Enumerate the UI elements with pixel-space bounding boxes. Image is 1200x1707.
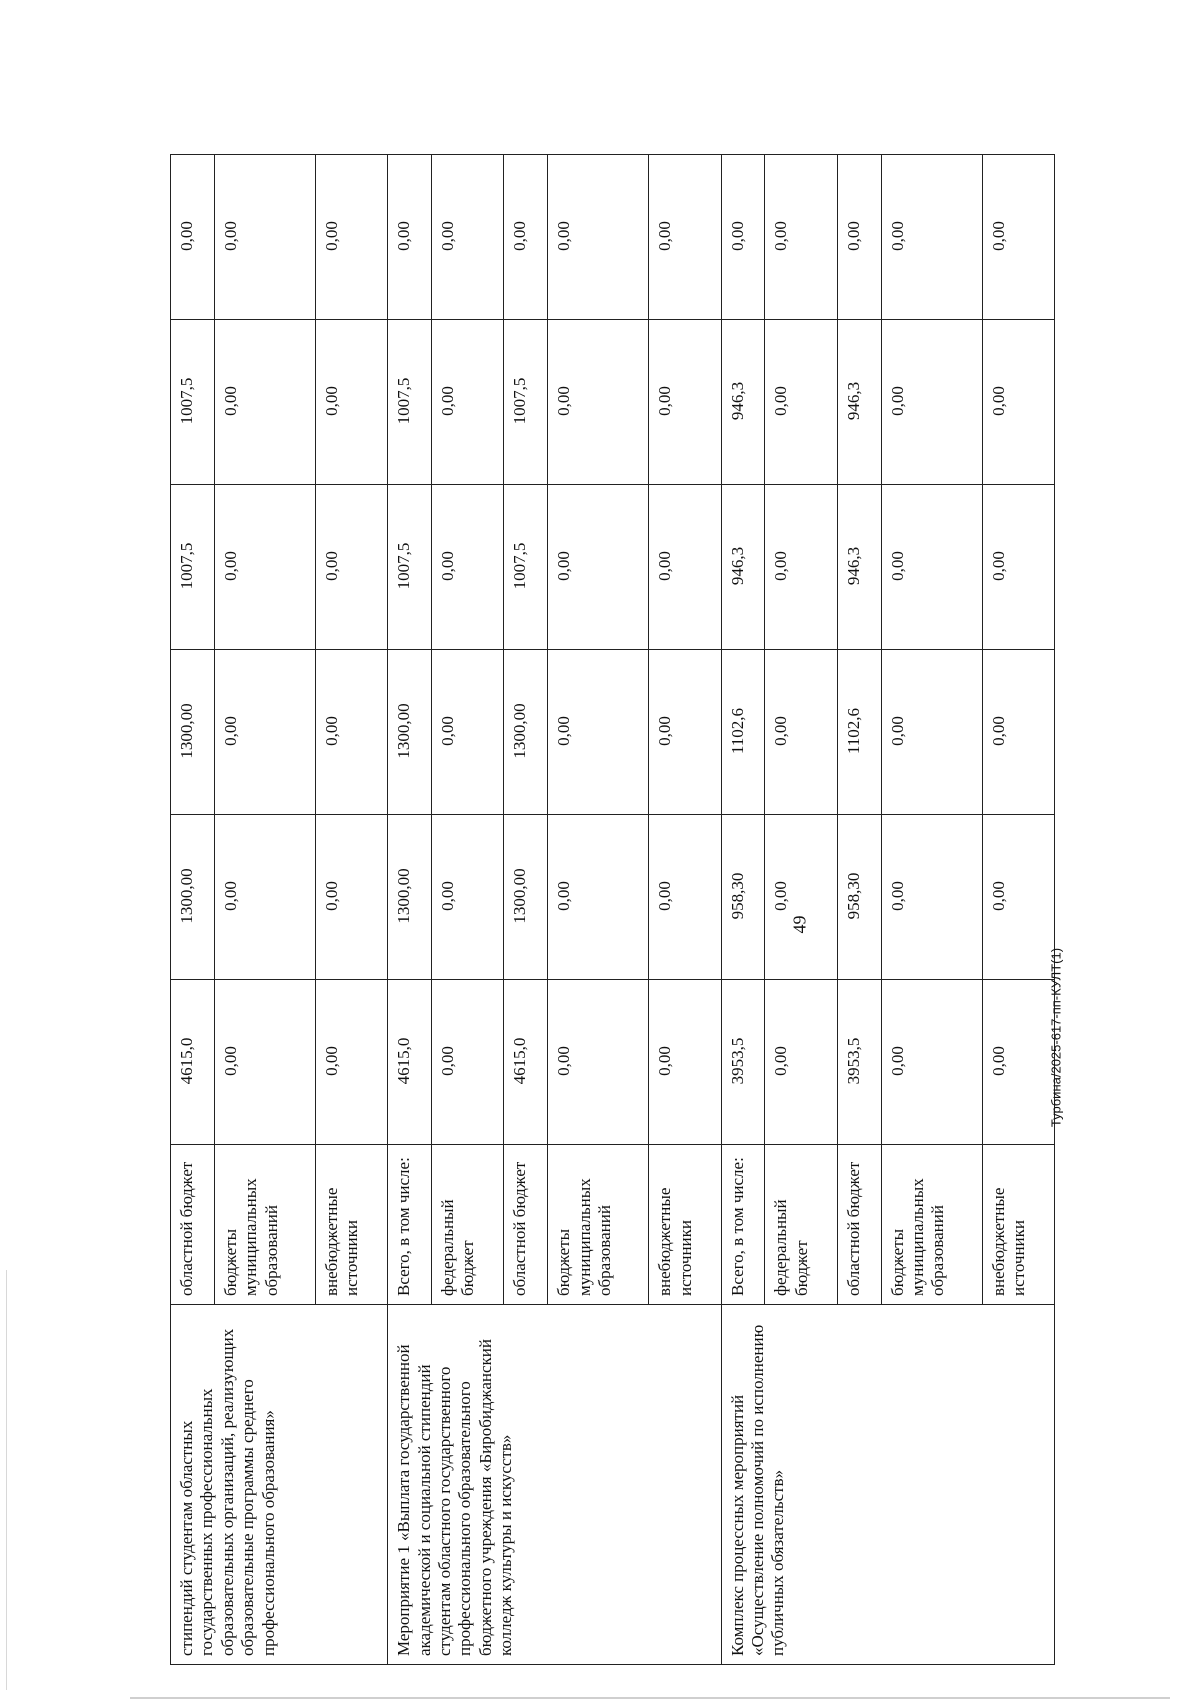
funding-value-cell: 0,00 xyxy=(315,485,387,650)
funding-value-cell: 0,00 xyxy=(881,815,982,980)
document-code: Турбина/2025-617-пп-КУЛТ(1) xyxy=(1048,947,1064,1128)
table-row xyxy=(721,155,765,1665)
funding-source-label: внебюджетные источники xyxy=(649,1145,721,1305)
funding-value-cell: 946,3 xyxy=(721,320,765,485)
funding-value-cell: 1007,5 xyxy=(504,320,548,485)
funding-source-label: Всего, в том числе: xyxy=(388,1145,432,1305)
funding-value-cell: 0,00 xyxy=(982,155,1055,320)
funding-value-cell: 0,00 xyxy=(315,980,387,1145)
funding-source-label: федеральный бюджет xyxy=(432,1145,504,1305)
funding-value-cell: 0,00 xyxy=(649,815,721,980)
funding-value-cell: 0,00 xyxy=(881,485,982,650)
funding-value-cell: 1007,5 xyxy=(171,320,215,485)
funding-source-label: областной бюджет xyxy=(171,1145,215,1305)
funding-value-cell: 0,00 xyxy=(432,650,504,815)
funding-value-cell: 0,00 xyxy=(765,155,837,320)
funding-value-cell: 1007,5 xyxy=(171,485,215,650)
funding-value-cell: 0,00 xyxy=(432,155,504,320)
funding-value-cell: 0,00 xyxy=(982,650,1055,815)
funding-value-cell: 0,00 xyxy=(982,980,1055,1145)
funding-value-cell: 0,00 xyxy=(982,815,1055,980)
funding-value-cell: 1102,6 xyxy=(721,650,765,815)
funding-source-label: внебюджетные источники xyxy=(982,1145,1055,1305)
funding-value-cell: 0,00 xyxy=(765,980,837,1145)
funding-value-cell: 0,00 xyxy=(881,650,982,815)
funding-value-cell: 4615,0 xyxy=(171,980,215,1145)
funding-value-cell: 0,00 xyxy=(315,320,387,485)
funding-value-cell: 0,00 xyxy=(982,320,1055,485)
funding-value-cell: 1007,5 xyxy=(388,485,432,650)
funding-table-body xyxy=(171,155,1055,1665)
funding-value-cell: 0,00 xyxy=(548,650,649,815)
funding-table-container xyxy=(170,155,1055,1665)
funding-value-cell: 0,00 xyxy=(881,155,982,320)
funding-value-cell: 0,00 xyxy=(721,155,765,320)
funding-value-cell: 0,00 xyxy=(504,155,548,320)
funding-source-label: областной бюджет xyxy=(504,1145,548,1305)
funding-value-cell: 1300,00 xyxy=(504,815,548,980)
funding-value-cell: 0,00 xyxy=(765,485,837,650)
program-item-label: Мероприятие 1 «Выплата государственной академической и социальной стипендий студентам областного государственного профессионального образовательного бюджетного учреждения «Биробиджанский колледж культуры и искусств» xyxy=(388,1305,721,1665)
funding-value-cell: 946,3 xyxy=(837,320,881,485)
funding-value-cell: 0,00 xyxy=(315,155,387,320)
funding-value-cell: 1300,00 xyxy=(171,815,215,980)
funding-value-cell: 4615,0 xyxy=(504,980,548,1145)
scan-edge-left xyxy=(6,1270,7,1690)
funding-source-label: бюджеты муниципальных образований xyxy=(214,1145,315,1305)
funding-value-cell: 0,00 xyxy=(548,155,649,320)
funding-value-cell: 0,00 xyxy=(214,650,315,815)
funding-value-cell: 1007,5 xyxy=(388,320,432,485)
funding-value-cell: 0,00 xyxy=(765,650,837,815)
funding-source-label: федеральный бюджет xyxy=(765,1145,837,1305)
funding-value-cell: 0,00 xyxy=(432,980,504,1145)
funding-value-cell: 946,3 xyxy=(837,485,881,650)
funding-value-cell: 946,3 xyxy=(721,485,765,650)
funding-value-cell: 0,00 xyxy=(214,320,315,485)
funding-value-cell: 0,00 xyxy=(214,155,315,320)
funding-value-cell: 0,00 xyxy=(649,650,721,815)
funding-value-cell: 0,00 xyxy=(881,320,982,485)
scan-edge-bottom xyxy=(130,1697,1170,1699)
funding-value-cell: 0,00 xyxy=(765,320,837,485)
funding-value-cell: 0,00 xyxy=(649,980,721,1145)
page-number: 49 xyxy=(789,915,810,934)
program-item-label: стипендий студентам областных государственных профессиональных образовательных организаций, реализующих образовательные программы среднего профессионального образования» xyxy=(171,1305,388,1665)
funding-value-cell: 0,00 xyxy=(432,320,504,485)
funding-value-cell: 1300,00 xyxy=(504,650,548,815)
table-row xyxy=(388,155,432,1665)
funding-source-label: Всего, в том числе: xyxy=(721,1145,765,1305)
funding-value-cell: 0,00 xyxy=(649,320,721,485)
program-item-label: Комплекс процессных мероприятий «Осуществление полномочий по исполнению публичных обязательств» xyxy=(721,1305,1055,1665)
funding-value-cell: 0,00 xyxy=(548,815,649,980)
funding-value-cell: 0,00 xyxy=(649,155,721,320)
funding-value-cell: 1300,00 xyxy=(388,650,432,815)
funding-source-label: бюджеты муниципальных образований xyxy=(548,1145,649,1305)
funding-value-cell: 0,00 xyxy=(171,155,215,320)
funding-value-cell: 0,00 xyxy=(214,815,315,980)
funding-value-cell: 958,30 xyxy=(721,815,765,980)
funding-value-cell: 0,00 xyxy=(315,650,387,815)
funding-value-cell: 958,30 xyxy=(837,815,881,980)
funding-value-cell: 1300,00 xyxy=(388,815,432,980)
funding-value-cell: 0,00 xyxy=(548,320,649,485)
funding-value-cell: 0,00 xyxy=(548,485,649,650)
funding-value-cell: 1102,6 xyxy=(837,650,881,815)
funding-value-cell: 0,00 xyxy=(548,980,649,1145)
funding-value-cell: 0,00 xyxy=(315,815,387,980)
funding-value-cell: 0,00 xyxy=(649,485,721,650)
funding-value-cell: 0,00 xyxy=(765,815,837,980)
funding-value-cell: 0,00 xyxy=(837,155,881,320)
funding-value-cell: 0,00 xyxy=(214,980,315,1145)
funding-value-cell: 1300,00 xyxy=(171,650,215,815)
funding-value-cell: 3953,5 xyxy=(721,980,765,1145)
funding-source-label: бюджеты муниципальных образований xyxy=(881,1145,982,1305)
funding-value-cell: 3953,5 xyxy=(837,980,881,1145)
funding-value-cell: 0,00 xyxy=(432,485,504,650)
funding-value-cell: 4615,0 xyxy=(388,980,432,1145)
funding-value-cell: 0,00 xyxy=(388,155,432,320)
funding-value-cell: 1007,5 xyxy=(504,485,548,650)
funding-value-cell: 0,00 xyxy=(432,815,504,980)
funding-value-cell: 0,00 xyxy=(214,485,315,650)
table-row xyxy=(171,155,215,1665)
funding-source-label: внебюджетные источники xyxy=(315,1145,387,1305)
funding-value-cell: 0,00 xyxy=(982,485,1055,650)
funding-value-cell: 0,00 xyxy=(881,980,982,1145)
funding-table xyxy=(170,154,1055,1665)
funding-source-label: областной бюджет xyxy=(837,1145,881,1305)
